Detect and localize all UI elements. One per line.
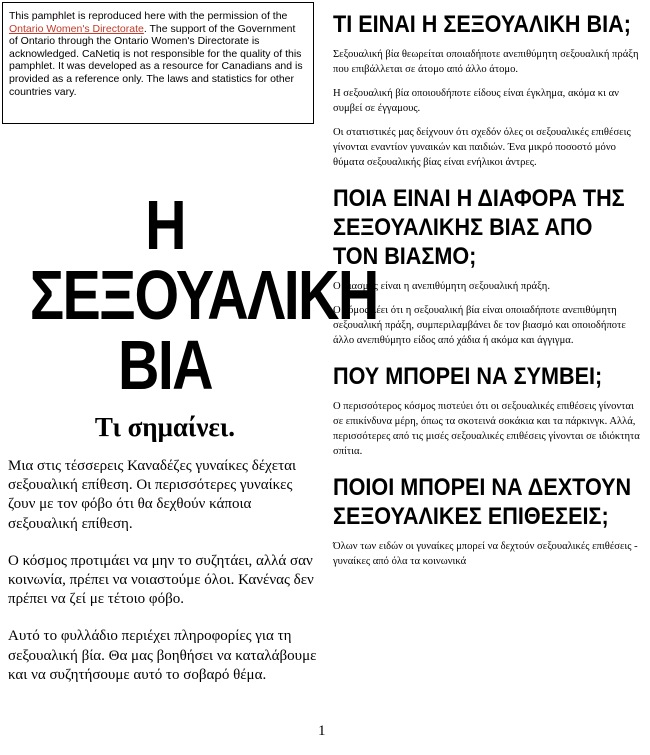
section-paragraph: Όλων των ειδών οι γυναίκες μπορεί να δεχτούν σεξουαλικές επιθέσεις - γυναίκες από όλα τα κοινωνικά xyxy=(333,541,638,567)
title-line-2: ΣΕΞΟΥΑΛΙΚΗ xyxy=(29,256,378,334)
notice-text-after: . The support of the Government of Ontario through the Ontario Women's Directorate is acknowledged. CaNetiq is not responsible for the quality of this pamphlet. It was developed as a resource for Canadians and is provided as a reference only. The laws and statistics for other countries vary. xyxy=(9,22,303,98)
section-heading: ΠΟΙΟΙ ΜΠΟΡΕΙ ΝΑ ΔΕΧΤΟΥΝ ΣΕΞΟΥΑΛΙΚΕΣ ΕΠΙΘΕΣΕΙΣ; xyxy=(333,474,632,530)
section-where xyxy=(333,362,643,459)
title-line-1: Η xyxy=(145,186,185,264)
intro-text xyxy=(8,457,323,703)
section-heading: ΠΟΥ ΜΠΟΡΕΙ ΝΑ ΣΥΜΒΕΙ; xyxy=(333,363,603,390)
section-paragraph: Ο νόμος λέει ότι η σεξουαλική βία είναι οποιαδήποτε ανεπιθύμητη σεξουαλική πράξη, συμπεριλαμβάνει δε τον βιασμό και οποιοδήποτε άλλο ανεπιθύμητο είδος από χάδια ή ακόμα και άγγιγμα. xyxy=(333,305,626,346)
intro-paragraph: Ο κόσμος προτιμάει να μην το συζητάει, αλλά σαν κοινωνία, πρέπει να νοιαστούμε όλοι. Κανένας δεν πρέπει να ζεί με τέτοιο φόβο. xyxy=(8,552,314,608)
section-paragraph: Ο περισσότερος κόσμος πιστεύει ότι οι σεξουαλικές επιθέσεις γίνονται σε επικίνδυνα μέρη, όπως τα σκοτεινά σοκάκια και τα πάρκινγκ. Αλλά, περισσότερες από τις μισές σεξουαλικές επιθέσεις γίνονται σε ιδιόκτητα σπίτια. xyxy=(333,401,640,457)
pamphlet-title xyxy=(29,186,378,404)
section-difference xyxy=(333,184,643,348)
pamphlet-subtitle: Τι σημαίνει. xyxy=(94,412,236,442)
intro-paragraph: Μια στις τέσσερεις Καναδέζες γυναίκες δέχεται σεξουαλική επίθεση. Οι περισσότερες γυναίκες ζουν με τον φόβο ότι θα δεχθούν κάποια σεξουαλική επίθεση. xyxy=(8,458,296,532)
notice-text-before: This pamphlet is reproduced here with the permission of the xyxy=(9,10,288,22)
section-who xyxy=(333,473,643,569)
section-paragraph: Σεξουαλική βία θεωρείται οποιαδήποτε ανεπιθύμητη σεξουαλική πράξη που επιβάλλεται σε άτομο από άλλο άτομο. xyxy=(333,49,639,75)
section-paragraph: Η σεξουαλική βία οποιουδήποτε είδους είναι έγκλημα, ακόμα κι αν συμβεί σε έγγαμους. xyxy=(333,88,619,114)
section-what-is xyxy=(333,10,643,170)
ontario-womens-directorate-link[interactable]: Ontario Women's Directorate xyxy=(9,22,144,35)
right-column xyxy=(333,10,643,578)
section-paragraph: Οι στατιστικές μας δείχνουν ότι σχεδόν όλες οι σεξουαλικές επιθέσεις γίνονται εναντίον γυναικών και παιδιών. Ένα μικρό ποσοστό μόνο θύματα σεξουαλικής βίας είναι ενήλικοι άντρες. xyxy=(333,127,631,168)
section-heading: ΠΟΙΑ ΕΙΝΑΙ Η ΔΙΑΦΟΡΑ ΤΗΣ ΣΕΞΟΥΑΛΙΚΗΣ ΒΙΑΣ ΑΠΟ ΤΟΝ ΒΙΑΣΜΟ; xyxy=(333,185,625,270)
section-paragraph: Ο βιασμός είναι η ανεπιθύμητη σεξουαλική πράξη. xyxy=(333,281,550,292)
page-number: 1 xyxy=(318,723,326,739)
intro-paragraph: Αυτό το φυλλάδιο περιέχει πληροφορίες για τη σεξουαλική βία. Θα μας βοηθήσει να καταλάβουμε και να συζητήσουμε αυτό το σοβαρό θέμα. xyxy=(8,628,317,683)
section-heading: ΤΙ ΕΙΝΑΙ Η ΣΕΞΟΥΑΛΙΚΗ ΒΙΑ; xyxy=(333,11,631,38)
permission-notice xyxy=(2,2,314,124)
title-line-3: ΒΙΑ xyxy=(118,326,212,404)
